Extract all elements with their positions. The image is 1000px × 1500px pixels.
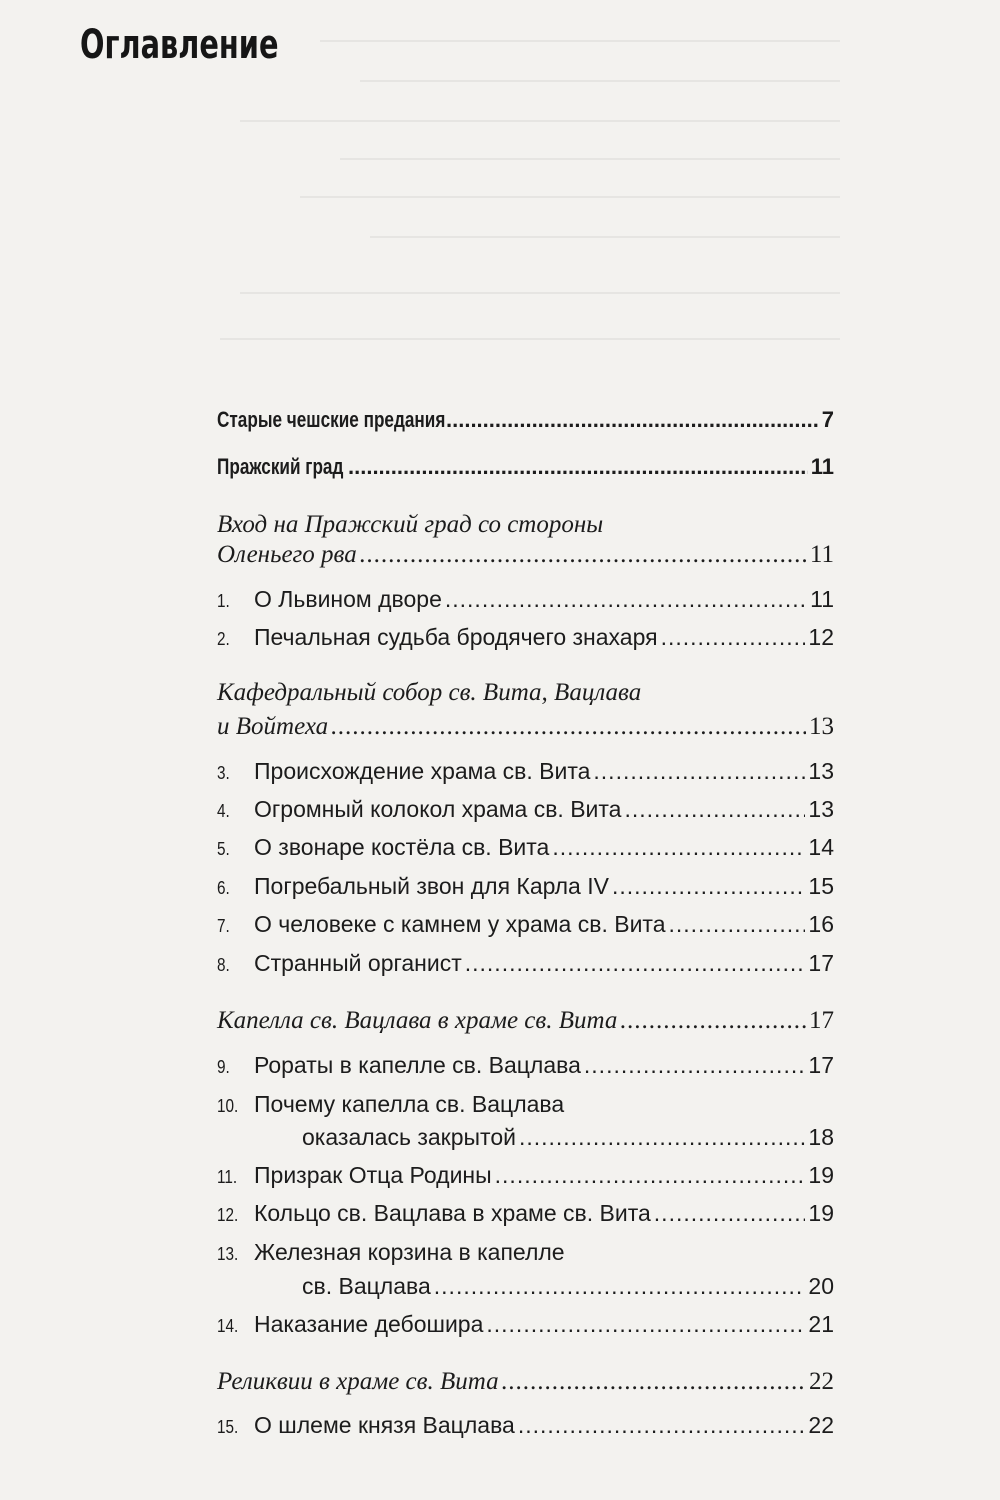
toc-item-title: Кольцо св. Вацлава в храме св. Вита (254, 1200, 651, 1226)
toc-page-number: 20 (808, 1273, 834, 1299)
leader-dots (552, 832, 805, 862)
toc-item-number: 7. (217, 916, 230, 936)
toc-item-title: Призрак Отца Родины (254, 1162, 492, 1188)
toc-item-number: 12. (217, 1205, 239, 1225)
toc-item-line1[interactable] (217, 1089, 834, 1121)
toc-page-number: 19 (808, 1162, 834, 1188)
leader-dots (612, 871, 805, 901)
toc-section-title: Реликвии в храме св. Вита (217, 1368, 499, 1395)
leader-dots (465, 948, 806, 978)
toc-item-number: 3. (217, 763, 230, 783)
toc-page-number: 15 (808, 873, 834, 899)
toc-item-title: О Львином дворе (254, 586, 442, 612)
toc-page-number: 13 (809, 713, 834, 740)
toc-item[interactable] (217, 1309, 834, 1341)
toc-section-entry[interactable] (217, 1367, 834, 1397)
toc-item[interactable] (302, 1271, 834, 1301)
toc-item-title: оказалась закрытой (302, 1124, 516, 1150)
toc-item-title: Странный органист (254, 950, 462, 976)
leader-dots (654, 1198, 806, 1228)
toc-item-number: 2. (217, 629, 230, 649)
leader-dots (486, 1309, 805, 1339)
toc-page-number: 11 (810, 454, 834, 479)
leader-dots (584, 1050, 806, 1080)
toc-part-entry[interactable] (217, 452, 834, 482)
leader-dots (445, 584, 807, 614)
toc-page-number: 17 (809, 1007, 834, 1034)
toc-part-entry[interactable] (217, 405, 834, 435)
toc-item-number: 11. (217, 1167, 238, 1187)
toc-page-number: 16 (808, 911, 834, 937)
toc-page-number: 11 (809, 541, 834, 568)
toc-page-number: 13 (808, 796, 834, 822)
toc-page-number: 17 (808, 950, 834, 976)
leader-dots (348, 452, 808, 482)
toc-part-title: Пражский град (217, 454, 344, 479)
toc-item-number: 8. (217, 955, 230, 975)
toc-item[interactable] (217, 948, 834, 980)
toc-item[interactable] (217, 1198, 834, 1230)
leader-dots (620, 1006, 806, 1036)
leader-dots (446, 405, 819, 435)
toc-item[interactable] (217, 794, 834, 826)
leader-dots (519, 1122, 805, 1152)
toc-page-number: 18 (808, 1124, 834, 1150)
toc-section-entry[interactable] (217, 540, 834, 570)
toc-item-title: Происхождение храма св. Вита (254, 758, 591, 784)
toc-item-title: Наказание дебошира (254, 1311, 484, 1337)
leader-dots (669, 909, 806, 939)
toc-item-number: 14. (217, 1316, 239, 1336)
toc-item[interactable] (217, 584, 834, 616)
toc-item-title: Печальная судьба бродячего знахаря (254, 624, 658, 650)
toc-section-entry[interactable] (217, 712, 834, 742)
toc-item-title: О шлеме князя Вацлава (254, 1412, 515, 1438)
toc-page-number: 21 (808, 1311, 834, 1337)
toc-item-title: О человеке с камнем у храма св. Вита (254, 911, 666, 937)
toc-item[interactable] (217, 832, 834, 864)
leader-dots (518, 1410, 806, 1440)
toc-page-number: 7 (821, 407, 834, 432)
leader-dots (434, 1271, 806, 1301)
leader-dots (624, 794, 805, 824)
toc-section-title: и Войтеха (217, 713, 329, 740)
toc-page-number: 22 (808, 1412, 834, 1438)
toc-section-entry[interactable] (217, 1006, 834, 1036)
leader-dots (495, 1160, 806, 1190)
toc-item[interactable] (217, 1160, 834, 1192)
toc-section-title-line1: Кафедральный собор св. Вита, Вацлава (217, 679, 642, 706)
toc-page-number: 17 (808, 1052, 834, 1078)
page-title: Оглавление (80, 22, 279, 68)
toc-item[interactable] (217, 756, 834, 788)
toc-item-title: св. Вацлава (302, 1273, 431, 1299)
toc-page-number: 11 (810, 586, 834, 612)
toc-item-number: 15. (217, 1417, 239, 1437)
toc-item[interactable] (217, 622, 834, 654)
toc-item-number: 9. (217, 1057, 230, 1077)
toc-section-title: Оленьего рва (217, 541, 357, 568)
toc-item[interactable] (302, 1122, 834, 1152)
toc-section-title-line1: Вход на Пражский град со стороны (217, 511, 604, 538)
leader-dots (502, 1367, 806, 1397)
toc-item[interactable] (217, 909, 834, 941)
leader-dots (593, 756, 805, 786)
toc-page-number: 13 (808, 758, 834, 784)
toc-item[interactable] (217, 1050, 834, 1082)
toc-item-number: 6. (217, 878, 230, 898)
toc-item-number: 5. (217, 839, 230, 859)
toc-item-title: Рораты в капелле св. Вацлава (254, 1052, 581, 1078)
toc-section-title: Капелла св. Вацлава в храме св. Вита (217, 1007, 618, 1034)
toc-item-title: Огромный колокол храма св. Вита (254, 796, 622, 822)
toc-item-title: О звонаре костёла св. Вита (254, 834, 550, 860)
toc-page-number: 12 (808, 624, 834, 650)
toc-item-title: Почему капелла св. Вацлава (254, 1091, 565, 1117)
toc-item-number: 1. (217, 591, 230, 611)
toc-item-title: Железная корзина в капелле (254, 1239, 565, 1265)
toc-item[interactable] (217, 871, 834, 903)
toc-item-line1[interactable] (217, 1237, 834, 1269)
toc-part-title: Старые чешские предания (217, 407, 446, 432)
toc-item[interactable] (217, 1410, 834, 1442)
toc-item-number: 4. (217, 801, 230, 821)
toc-page-number: 22 (809, 1368, 834, 1395)
leader-dots (331, 712, 806, 742)
toc-page-number: 14 (808, 834, 834, 860)
toc-item-number: 13. (217, 1244, 239, 1264)
leader-dots (360, 540, 807, 570)
toc-page-number: 19 (808, 1200, 834, 1226)
leader-dots (661, 622, 806, 652)
toc-item-title: Погребальный звон для Карла IV (254, 873, 609, 899)
toc-item-number: 10. (217, 1096, 239, 1116)
